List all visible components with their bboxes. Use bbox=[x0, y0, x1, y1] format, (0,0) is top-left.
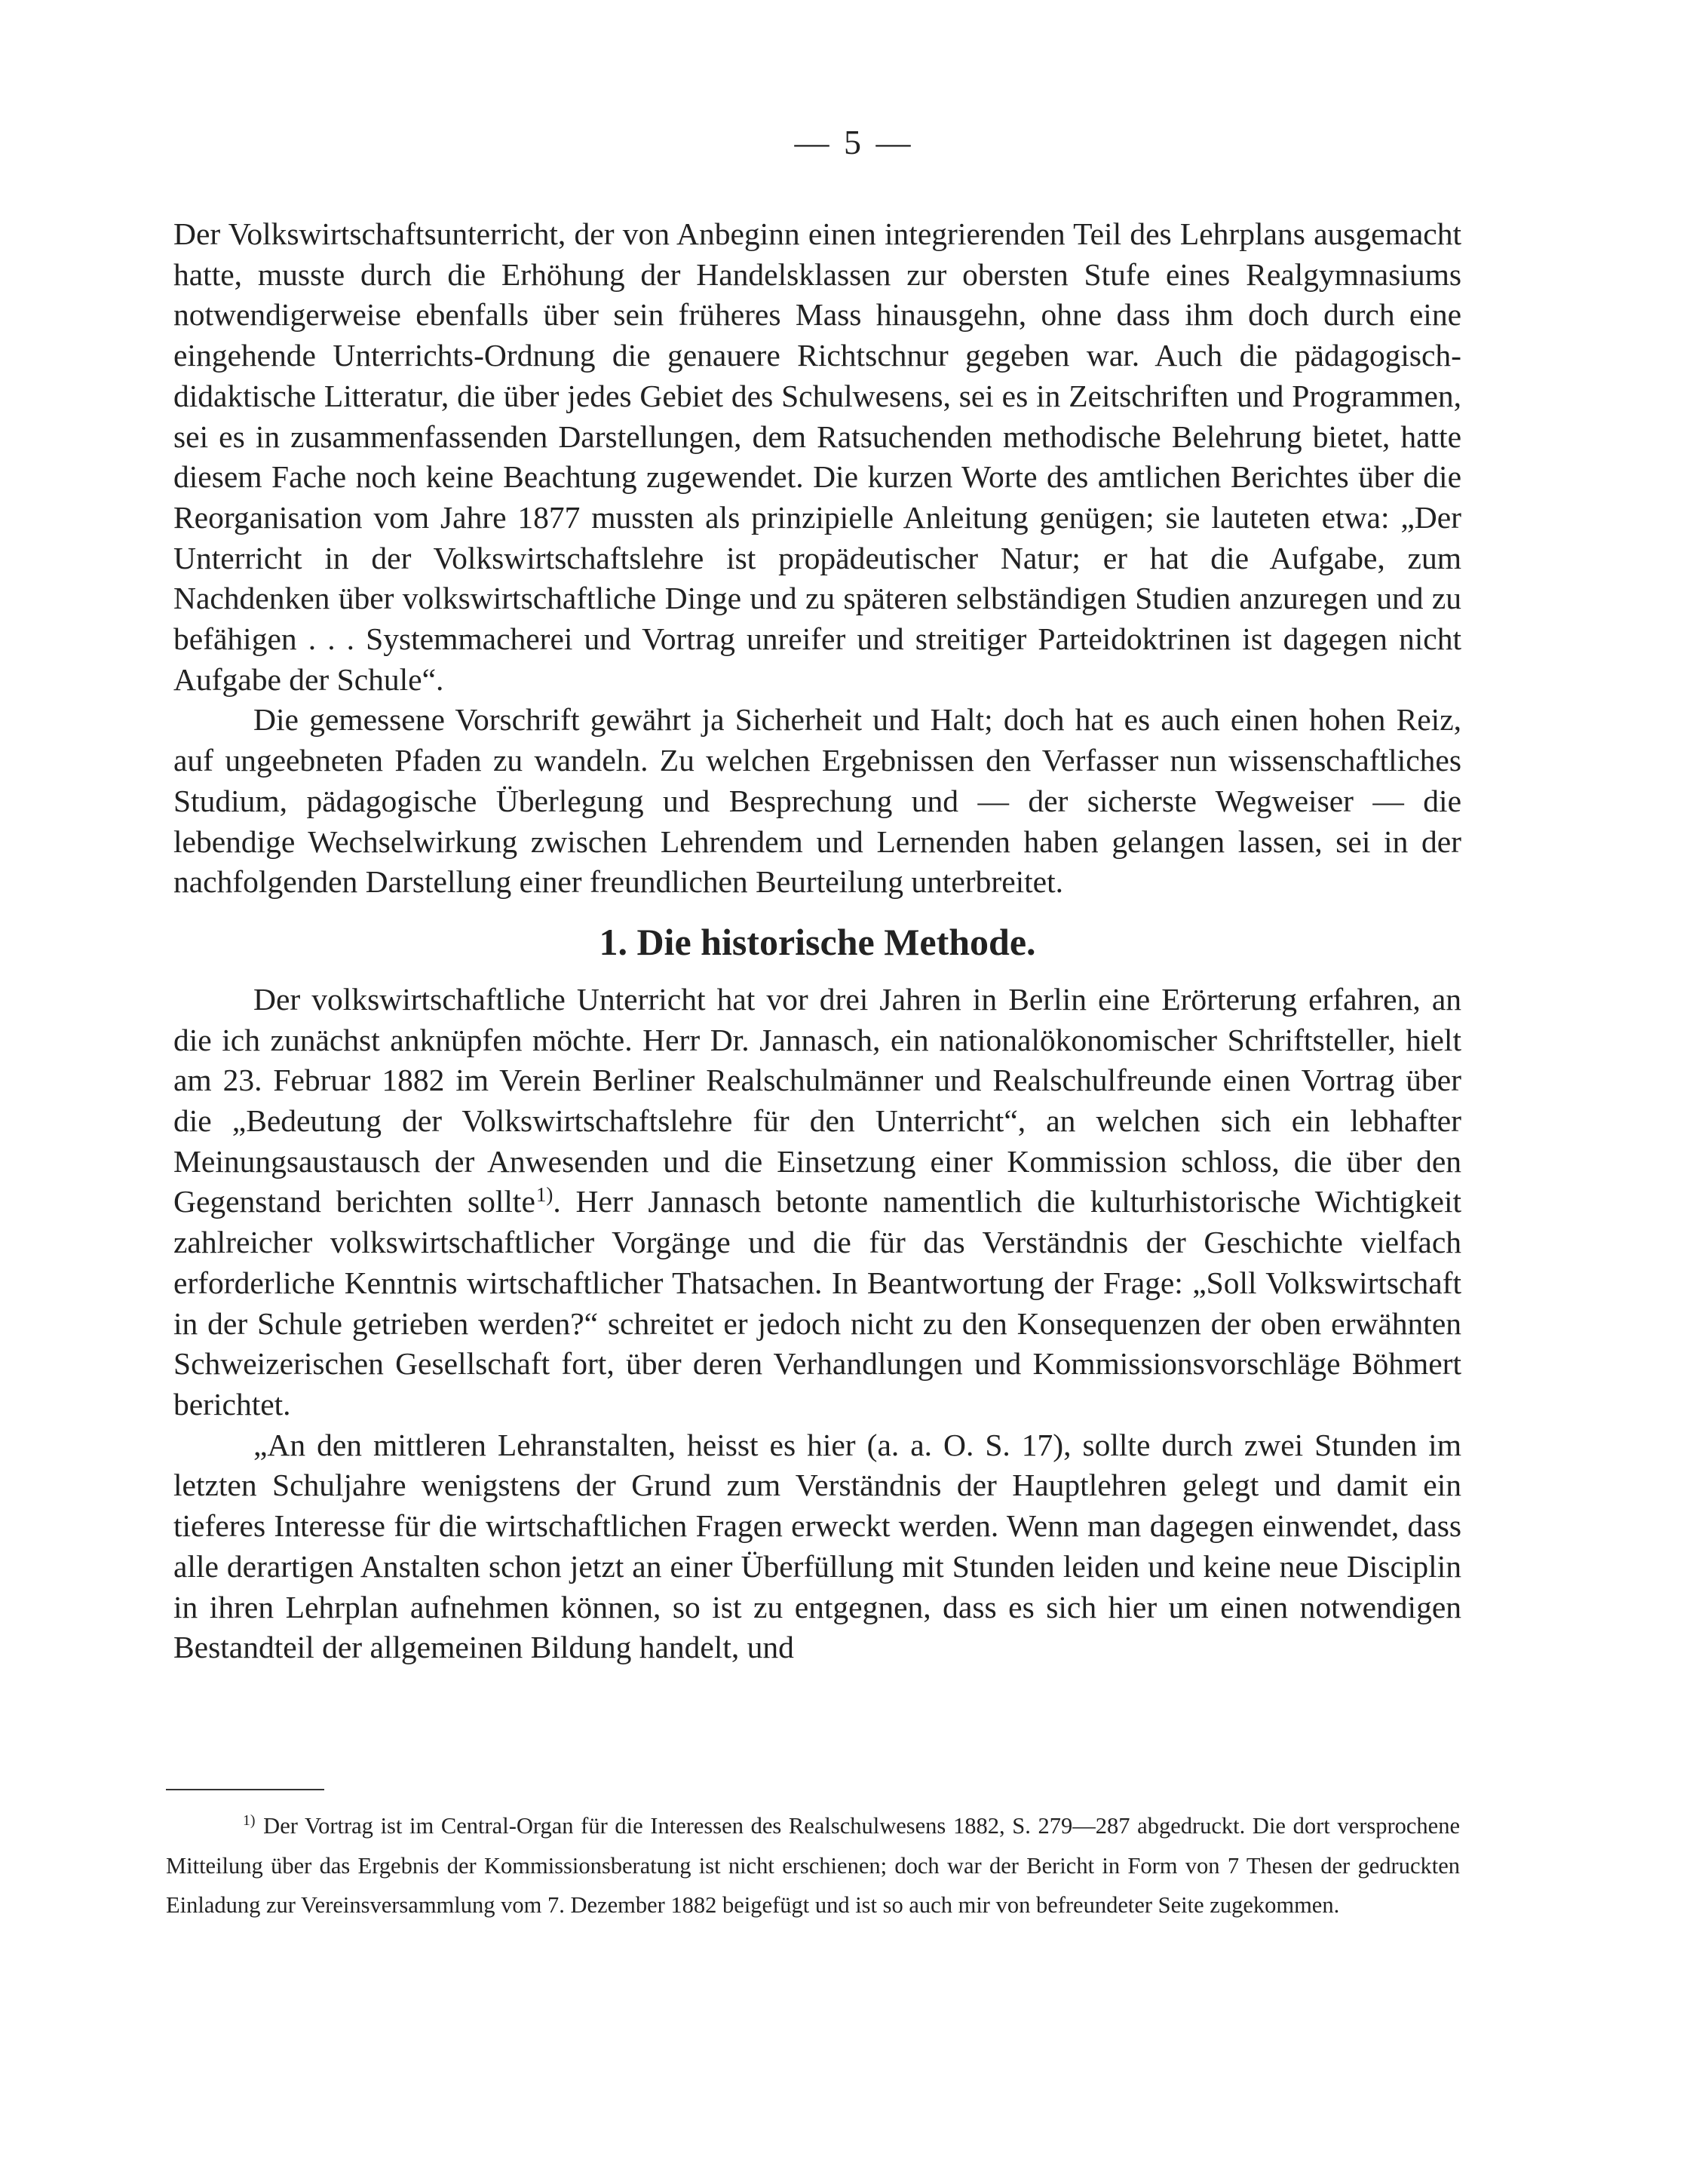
page-number: — 5 — bbox=[794, 123, 914, 161]
section-title: 1. Die historische Methode. bbox=[599, 920, 1036, 963]
main-text bbox=[173, 214, 1461, 1668]
footnote-reference: 1) bbox=[535, 1183, 553, 1206]
footnotes bbox=[166, 1806, 1460, 1925]
paragraph-3 bbox=[173, 980, 1461, 1425]
paragraph-2: Die gemessene Vorschrift gewährt ja Sicherheit und Halt; doch hat es auch einen hohen Reiz, auf ungeebneten Pfaden zu wandeln. Zu welchen Ergebnissen den Verfasser nun wissenschaftliches Studium, pädagogische Überlegung und Besprechung und — der sicherste Wegweiser — die lebendige Wechselwirkung zwischen Lehrendem und Lernenden haben gelangen lassen, sei in der nachfolgenden Darstellung einer freundlichen Beurteilung unterbreitet. bbox=[173, 702, 1461, 900]
paragraph-3-text-b: . Herr Jannasch betonte namentlich die kulturhistorische Wichtigkeit zahlreicher volkswirtschaftlicher Vorgänge und die für das Verständnis der Geschichte vielfach erforderliche Kenntnis wirtschaftlicher Thatsachen. In Beantwortung der Frage: „Soll Volkswirtschaft in der Schule getrieben werden?“ schreitet er jedoch nicht zu den Konsequenzen der oben erwähnten Schweizerischen Gesellschaft fort, über deren Verhandlungen und Kommissionsvorschläge Böhmert berichtet. bbox=[173, 1184, 1461, 1422]
paragraph-4: „An den mittleren Lehranstalten, heisst es hier (a. a. O. S. 17), sollte durch zwei Stunden im letzten Schuljahre wenigstens der Grund zum Verständnis der Hauptlehren gelegt und damit ein tieferes Interesse für die wirtschaftlichen Fragen erweckt werden. Wenn man dagegen einwendet, dass alle derartigen Anstalten schon jetzt an einer Überfüllung mit Stunden leiden und keine neue Disciplin in ihren Lehrplan aufnehmen können, so ist zu entgegnen, dass es sich hier um einen notwendigen Bestandteil der allgemeinen Bildung handelt, und bbox=[173, 1427, 1461, 1665]
footnote-text: Der Vortrag ist im Central-Organ für die Interessen des Realschulwesens 1882, S. 279—287 abgedruckt. Die dort versprochene Mitteilung über das Ergebnis der Kommissionsberatung ist nicht erschienen; doch war der Bericht in Form von 7 Thesen der gedruckten Einladung zur Vereinsversammlung vom 7. Dezember 1882 beigefügt und ist so auch mir von befreundeter Seite zugekommen. bbox=[166, 1813, 1460, 1918]
footnote-1 bbox=[166, 1806, 1460, 1925]
footnote-divider bbox=[166, 1789, 324, 1790]
paragraph-1: Der Volkswirtschaftsunterricht, der von Anbeginn einen integrierenden Teil des Lehrplans ausgemacht hatte, musste durch die Erhöhung der Handelsklassen zur obersten Stufe eines Realgymnasiums notwendigerweise ebenfalls über sein früheres Mass hinausgehn, ohne dass ihm doch durch eine eingehende Unterrichts-Ordnung die genauere Richtschnur gegeben war. Auch die pädagogisch-didaktische Litteratur, die über jedes Gebiet des Schulwesens, sei es in Zeitschriften und Programmen, sei es in zusammenfassenden Darstellungen, dem Ratsuchenden methodische Belehrung bietet, hatte diesem Fache noch keine Beachtung zugewendet. Die kurzen Worte des amtlichen Berichtes über die Reorganisation vom Jahre 1877 mussten als prinzipielle Anleitung genügen; sie lauteten etwa: „Der Unterricht in der Volkswirtschaftslehre ist propädeutischer Natur; er hat die Aufgabe, zum Nachdenken über volkswirtschaftliche Dinge und zu späteren selbständigen Studien anzuregen und zu befähigen . . . Systemmacherei und Vortrag unreifer und streitiger Parteidoktrinen ist dagegen nicht Aufgabe der Schule“. bbox=[173, 216, 1461, 697]
footnote-mark: 1) bbox=[243, 1811, 256, 1829]
paragraph-3-text-a: Der volkswirtschaftliche Unterricht hat vor drei Jahren in Berlin eine Erörterung erfahren, an die ich zunächst anknüpfen möchte. Herr Dr. Jannasch, ein nationalökonomischer Schriftsteller, hielt am 23. Februar 1882 im Verein Berliner Realschulmänner und Realschulfreunde einen Vortrag über die „Bedeutung der Volkswirtschaftslehre für den Unterricht“, an welchen sich ein lebhafter Meinungsaustausch der Anwesenden und die Einsetzung einer Kommission schloss, die über den Gegenstand berichten sollte bbox=[173, 981, 1461, 1219]
